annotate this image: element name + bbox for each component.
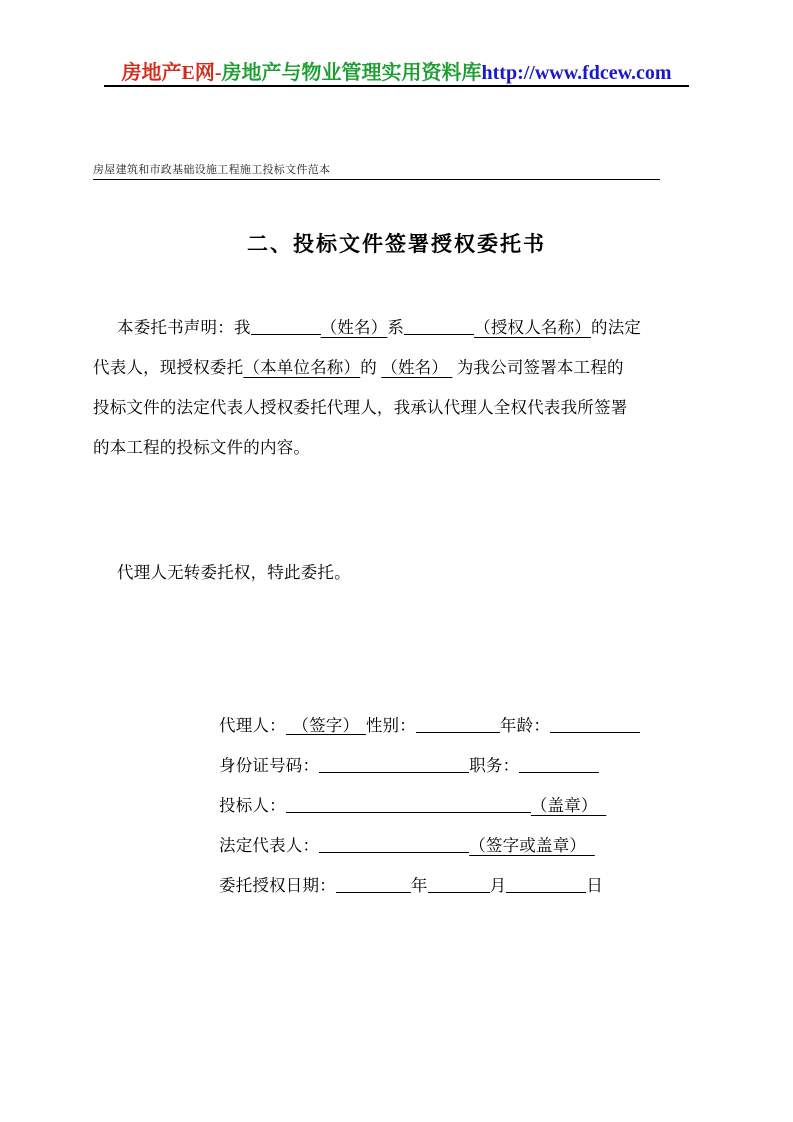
site-banner-url: http://www.fdcew.com [481, 62, 672, 84]
legal-rep-label: 法定代表人： [219, 836, 320, 855]
signature-row-date [219, 866, 689, 906]
age-field[interactable] [550, 715, 640, 733]
legal-rep-seal-note: （签字或盖章） [469, 836, 587, 855]
date-label: 委托授权日期： [219, 876, 336, 895]
date-year-field[interactable] [336, 875, 411, 893]
site-banner [0, 56, 793, 85]
date-month-field[interactable] [428, 875, 490, 893]
agent-label: 代理人： [219, 716, 286, 735]
site-banner-tagline: 房地产与物业管理实用资料库 [221, 62, 482, 84]
bidder-label: 投标人： [219, 796, 286, 815]
date-month-unit: 月 [489, 876, 507, 895]
line1-lead: 本委托书声明：我 [117, 318, 251, 337]
line1-note-authorizer: （授权人名称） [474, 318, 592, 337]
age-label: 年龄： [499, 716, 551, 735]
position-label: 职务： [469, 756, 520, 775]
signature-block [219, 706, 689, 906]
signature-row-id [219, 746, 689, 786]
site-banner-brand: 房地产E网- [121, 62, 222, 84]
running-subtitle: 房屋建筑和市政基础设施工程施工投标文件范本 [93, 164, 331, 176]
date-day-unit: 日 [586, 876, 604, 895]
line1-blank-authorizer[interactable] [404, 317, 474, 335]
line2-tail: 为我公司签署本工程的 [456, 358, 624, 377]
agent-signature-field[interactable]: （签字） [286, 717, 366, 735]
signature-row-agent [219, 706, 689, 746]
paragraph-1-line-4: 的本工程的投标文件的内容。 [93, 438, 311, 457]
subtitle-divider [93, 179, 660, 180]
gender-field[interactable] [416, 715, 500, 733]
line2-lead: 代表人，现授权委托 [93, 358, 244, 377]
header-divider [104, 85, 689, 87]
paragraph-1-line-1 [93, 308, 703, 348]
line1-note-name: （姓名） [320, 318, 388, 337]
signature-row-legal-rep [219, 826, 689, 866]
line2-note-name: （姓名） [381, 358, 449, 377]
line2-mid: 的 [360, 358, 377, 377]
legal-rep-field[interactable] [319, 835, 469, 853]
position-field[interactable] [519, 755, 599, 773]
gender-label: 性别： [365, 716, 416, 735]
line1-tail: 的法定 [591, 318, 642, 337]
line2-note-unit: （本单位名称） [243, 358, 361, 377]
page-title: 二、投标文件签署授权委托书 [247, 233, 546, 256]
body-paragraph-1 [93, 308, 703, 468]
id-number-field[interactable] [319, 755, 469, 773]
id-number-label: 身份证号码： [219, 756, 320, 775]
body-paragraph-2: 代理人无转委托权，特此委托。 [117, 563, 351, 582]
date-day-field[interactable] [506, 875, 586, 893]
paragraph-1-line-3: 投标文件的法定代表人授权委托代理人，我承认代理人全权代表我所签署 [93, 398, 628, 417]
date-year-unit: 年 [410, 876, 428, 895]
paragraph-1-line-2 [93, 348, 703, 388]
signature-row-bidder [219, 786, 689, 826]
line1-blank-name[interactable] [251, 317, 321, 335]
bidder-seal-note: （盖章） [530, 796, 598, 815]
bidder-field[interactable] [286, 795, 531, 813]
line1-mid: 系 [387, 318, 405, 337]
